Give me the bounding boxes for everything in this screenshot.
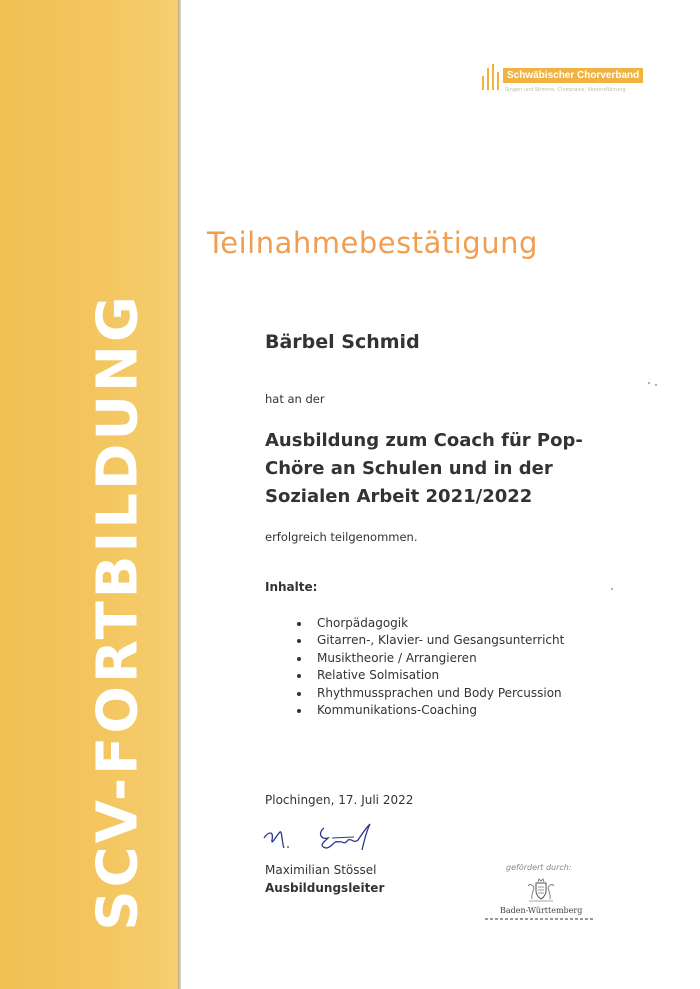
scan-speck [655, 384, 657, 386]
logo [482, 62, 642, 102]
list-item: Gitarren-, Klavier- und Gesangsunterricht [296, 632, 564, 649]
logo-name: Schwäbischer Chorverband [503, 68, 643, 83]
coat-of-arms-icon [523, 878, 559, 904]
signer-name: Maximilian Stössel [265, 863, 377, 877]
sidebar-edge [178, 0, 181, 989]
signer-role: Ausbildungsleiter [265, 881, 385, 895]
contents-list [296, 615, 564, 719]
course-title-line: Ausbildung zum Coach für Pop- [265, 430, 583, 451]
sidebar-label: SCV-FORTBILDUNG [85, 293, 151, 931]
signature [258, 818, 388, 858]
scan-speck [611, 588, 613, 590]
list-item: Musiktheorie / Arrangieren [296, 650, 564, 667]
list-item: Kommunikations-Coaching [296, 702, 564, 719]
course-title [265, 427, 625, 511]
document-title: Teilnahmebestätigung [207, 226, 538, 260]
list-item: Chorpädagogik [296, 615, 564, 632]
course-title-line: Chöre an Schulen und in der [265, 458, 553, 479]
intro-text: hat an der [265, 392, 325, 406]
list-item: Rhythmussprachen und Body Percussion [296, 685, 564, 702]
logo-bars-icon [482, 64, 502, 90]
scan-speck [648, 382, 650, 384]
logo-tagline: Singen und Stimme, Chorpraxis, Vereinsführung [505, 87, 626, 93]
sponsor-subline [485, 918, 595, 920]
list-item: Relative Solmisation [296, 667, 564, 684]
place-date: Plochingen, 17. Juli 2022 [265, 793, 414, 807]
recipient-name: Bärbel Schmid [265, 331, 420, 353]
sponsor-name: Baden-Württemberg [500, 906, 583, 915]
outcome-text: erfolgreich teilgenommen. [265, 530, 418, 544]
course-title-line: Sozialen Arbeit 2021/2022 [265, 486, 533, 507]
contents-heading: Inhalte: [265, 580, 318, 594]
sponsor-label: gefördert durch: [506, 863, 572, 872]
